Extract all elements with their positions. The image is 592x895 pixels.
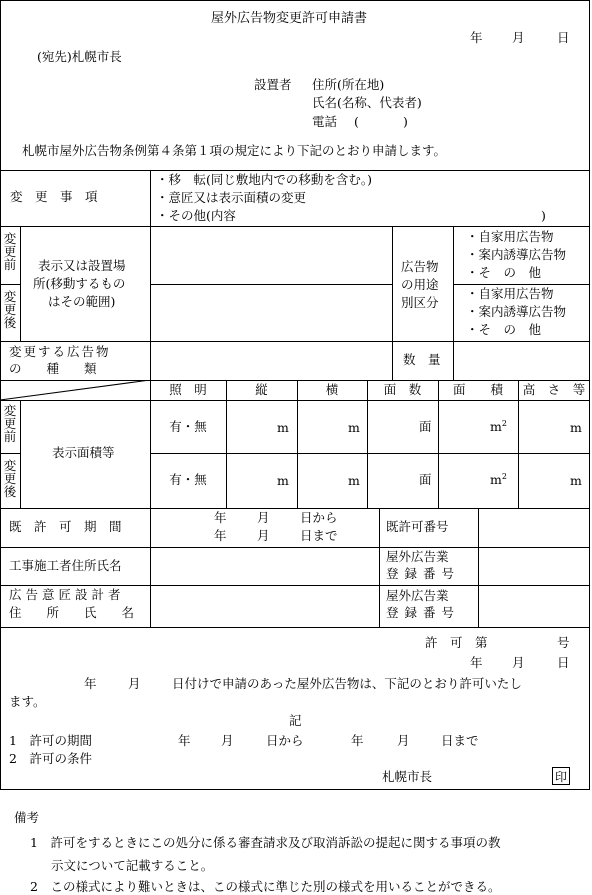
illumination-after: 有・無: [169, 472, 207, 487]
rule: [297, 380, 298, 508]
change-items-label: 変 更 事 項: [10, 189, 98, 204]
rule: [379, 508, 380, 627]
unit-height-after: m: [277, 473, 289, 488]
rule: [518, 380, 519, 508]
change-option-other-close: ): [541, 208, 546, 223]
statement: 札幌市屋外広告物条例第４条第１項の規定により下記のとおり申請します。: [22, 143, 447, 158]
rule: [0, 284, 20, 285]
permit-item2-label: 2 許可の条件: [9, 751, 92, 766]
permit-body-year: 年: [84, 676, 97, 691]
prior-period-from-month: 月: [257, 510, 270, 525]
usage-after-option-3: ・そ の 他: [466, 322, 542, 337]
after-label: 変 更 後: [3, 289, 17, 331]
rule: [226, 380, 227, 508]
permit-date-month: 月: [512, 655, 525, 670]
rule: [150, 453, 590, 454]
unit-area-before: $m^2$: [490, 419, 507, 435]
contractor-reg-line1: 屋外広告業: [386, 549, 449, 564]
unit-faces-before: 面: [419, 419, 432, 434]
rule: [150, 284, 392, 285]
rule: [453, 284, 590, 285]
header-width: 横: [325, 382, 339, 397]
usage-label-line2: の用途: [401, 277, 439, 292]
usage-after-option-2: ・案内誘導広告物: [466, 304, 567, 319]
rule: [0, 341, 590, 342]
prior-permit-number-label: 既許可番号: [386, 519, 449, 534]
permit-body-month: 月: [128, 676, 141, 691]
rule: [0, 453, 20, 454]
before-label: 変 更 前: [3, 231, 17, 273]
prior-period-to-month: 月: [257, 528, 270, 543]
unit-tall-before: m: [570, 420, 582, 435]
permit-number-suffix: 号: [557, 635, 570, 650]
change-option-move: ・移 転(同じ敷地内での移動を含む。): [156, 172, 373, 187]
location-label-line3: はその範囲): [48, 294, 116, 309]
permit-item1-to-year: 年: [351, 733, 364, 748]
prior-period-to-day: 日まで: [300, 528, 338, 543]
notes-heading: 備考: [14, 810, 40, 825]
rule: [20, 400, 21, 508]
contractor-label: 工事施工者住所氏名: [9, 558, 122, 573]
permit-item1-to-day: 日まで: [441, 733, 479, 748]
permit-body-text2: ます。: [9, 694, 46, 709]
rule: [0, 508, 590, 509]
permit-item1-label: 1 許可の期間: [9, 733, 92, 748]
prior-period-from-year: 年: [214, 510, 227, 525]
unit-area-after: $m^2$: [490, 472, 507, 488]
permit-item1-from-year: 年: [178, 733, 191, 748]
rule: [0, 585, 590, 586]
after-label: 変 更 後: [3, 458, 17, 500]
seal-stamp: 印: [552, 767, 570, 785]
unit-faces-after: 面: [419, 472, 432, 487]
phone-paren-close: ): [403, 114, 408, 129]
rule: [0, 226, 590, 227]
unit-height-before: m: [277, 420, 289, 435]
header-height-etc: 高 さ 等: [522, 382, 586, 397]
location-label-line2: 所(移動するもの: [33, 276, 126, 291]
usage-before-option-3: ・そ の 他: [466, 265, 542, 280]
phone-paren-open: (: [354, 114, 359, 129]
unit-width-before: m: [348, 420, 360, 435]
prior-period-from-day: 日から: [300, 510, 338, 525]
form-title: 屋外広告物変更許可申請書: [211, 11, 368, 26]
unit-width-after: m: [348, 473, 360, 488]
rule: [453, 226, 454, 380]
note-1-line2: 示文について記載すること。: [51, 858, 214, 873]
usage-before-option-1: ・自家用広告物: [466, 229, 554, 244]
designer-label-line2: 住 所 氏 名: [9, 605, 135, 620]
contractor-reg-line2: 登録番号: [386, 566, 461, 581]
rule: [0, 547, 590, 548]
prior-period-to-year: 年: [214, 528, 227, 543]
prior-period-label: 既 許 可 期 間: [9, 519, 122, 534]
permit-number-prefix: 許 可 第: [425, 635, 488, 650]
usage-label-line1: 広告物: [401, 259, 439, 274]
illumination-before: 有・無: [169, 419, 207, 434]
applicant-name: 氏名(名称、代表者): [312, 95, 422, 110]
designer-reg-line1: 屋外広告業: [386, 588, 449, 603]
rule: [20, 226, 21, 341]
rule: [0, 170, 590, 171]
quantity-label: 数 量: [403, 352, 441, 367]
header-height: 縦: [255, 382, 268, 397]
kind-label-line2: の 種 類: [9, 361, 97, 376]
designer-label-line1: 広告意匠設計者: [9, 587, 125, 602]
permit-ki: 記: [289, 713, 302, 728]
permit-mayor: 札幌市長: [382, 769, 433, 784]
addressee: (宛先)札幌市長: [37, 49, 122, 64]
usage-after-option-1: ・自家用広告物: [466, 286, 554, 301]
header-area: 面 積: [452, 382, 503, 397]
display-area-label: 表示面積等: [52, 445, 115, 460]
rule: [478, 508, 479, 627]
header-faces: 面 数: [383, 382, 422, 397]
applicant-phone: 電話: [312, 114, 338, 129]
date-month: 月: [512, 30, 525, 45]
applicant-address: 住所(所在地): [312, 77, 385, 92]
rule: [438, 380, 439, 508]
before-label: 変 更 前: [3, 403, 17, 445]
permit-item1-to-month: 月: [397, 733, 410, 748]
usage-label-line3: 別区分: [401, 295, 439, 310]
rule: [367, 380, 368, 508]
permit-date-day: 日: [557, 655, 570, 670]
permit-date-year: 年: [470, 655, 483, 670]
rule: [0, 627, 590, 628]
note-2: 2 この様式により難いときは、この様式に準じた別の様式を用いることができる。: [30, 879, 501, 894]
date-day: 日: [557, 30, 570, 45]
diagonal-line: [0, 380, 151, 401]
change-option-other: ・その他(内容: [156, 208, 236, 223]
usage-before-option-2: ・案内誘導広告物: [466, 247, 567, 262]
rule: [392, 226, 393, 380]
unit-tall-after: m: [570, 473, 582, 488]
note-1-line1: 1 許可をするときにこの処分に係る審査請求及び取消訴訟の提起に関する事項の教: [30, 835, 501, 850]
change-option-design: ・意匠又は表示面積の変更: [156, 190, 307, 205]
applicant-label: 設置者: [254, 77, 292, 92]
date-year: 年: [470, 30, 483, 45]
designer-reg-line2: 登録番号: [386, 605, 461, 620]
location-label-line1: 表示又は設置場: [38, 258, 126, 273]
header-illumination: 照 明: [169, 382, 207, 397]
permit-body-text: 日付けで申請のあった屋外広告物は、下記のとおり許可いたし: [172, 676, 522, 691]
permit-item1-from-day: 日から: [266, 733, 304, 748]
kind-label-line1: 変更する広告物: [9, 344, 111, 359]
permit-item1-from-month: 月: [221, 733, 234, 748]
